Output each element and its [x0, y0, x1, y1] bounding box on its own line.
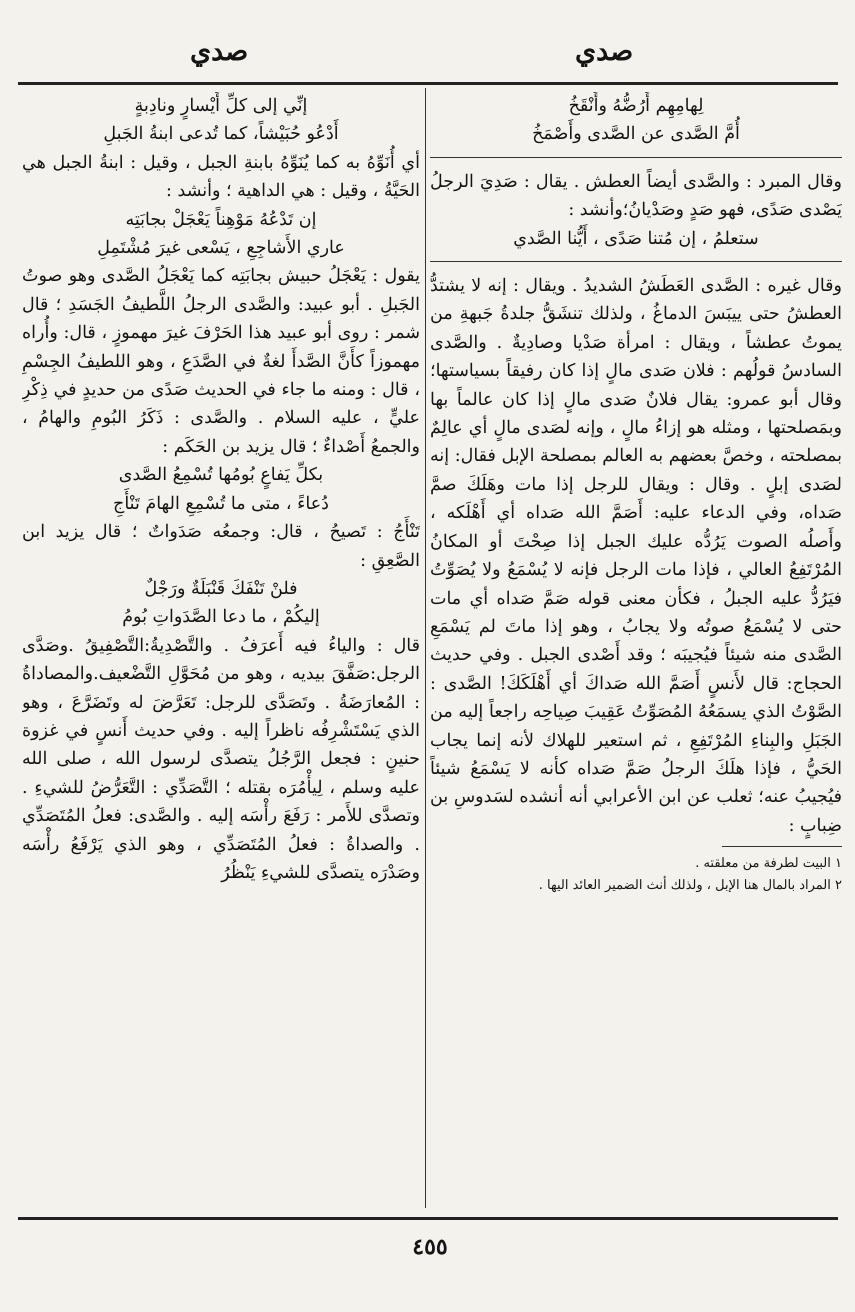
body-paragraph: وقال غيره : الصَّدى العَطَشُ الشديدُ . ويقال : إنه لا يشتدُّ العطشُ حتى ييبَسَ الدماغُ ، ولذلك تنشَقُّ جلدةُ جَبهةِ من يموتُ عطشاً ، ويقال : امرأة صَدْيا وصادِيةٌ . والصَّدى السادسُ قولُهم : فلان صَدى مالٍ إذا كان رفيقاً بسياستها؛ وقال أبو عمرو: يقال فلانٌ صَدى مالٍ إذا كان عالماً بها وبمَصلحتها ، ومثله هو إزاءُ مالٍ ، وإنه لصَدى مالٍ أي عالِمٌ بمصلحته ، وخصَّ بعضهم به العالم بمصلحة الإبل فقال: إنه لصَدى إبلٍ . وقال : ويقال للرجل إذا مات وهَلَكَ صمَّ صَداه، وفي الدعاء عليه: أَصَمَّ الله صَداه أي أَهْلَكه ، وأَصلُه الصوت يَرُدُّه عليك الجبل إذا صِحْتَ أو المكانُ المُرْتَفِعُ العالي ، فإذا مات الرجل فإنه لا يُسْمَعُ ولا يُصَوِّتُ فيَرُدُّ عليه الجبلُ ، فكأن معنى قوله صَمَّ صَداه أي مات حتى لا يُسْمَعُ صوتُه ولا يجابُ ، وهو إذا ماتَ لم يَسْمَعِ الصَّدى منه شيئاً فيُجيبَه ؛ وقد أَصْدى الجبل . وفي حديث الحجاج: قال لأَنسٍ أَصَمَّ الله صَداكَ أي أَهْلَكَكَ! الصَّدى : الصَّوْتُ الذي يسمَعُهُ المُصَوِّتُ عَقِيبَ صِياحِه راجعاً إليه من الجَبَلِ والبِناءِ المُرْتَفِعِ ، ثم استعير للهلاك لأنه إنما يجاب الحَيُّ ، فإذا هلَكَ الرجلُ صَمَّ صَداه كأنه لا يَسْمَعُ شيئاً فيُجيبُ عنه؛ ثعلب عن ابن الأعرابي أنه أنشده لسَدوسِ بن ضِبابٍ :: [430, 276, 842, 836]
footnote: ١ البيت لطرفة من معلقته .: [695, 856, 842, 872]
verse-line: لِهامِهِم أَرُضُّهُ وأَنْقَخُ: [568, 96, 704, 116]
section-rule: [430, 157, 842, 158]
body-paragraph: يقول : يَعْجَلُ حبيش بجابَتِه كما يَعْجَلُ الصَّدى وهو صوتُ الجَبلِ . أبو عبيد: والصَّدى الرجلُ اللَّطيفُ الجَسَدِ ؛ قال شمر : روى أبو عبيد هذا الحَرْفَ غيرَ مهموزٍ ، قال: وأُراه مهموزاً كأَنَّ الصَّدأَ لغةٌ في الصَّدَعِ ، وهو اللطيفُ الجِسْمِ ، قال : ومنه ما جاء في الحديث صَدًى من حديدٍ في ذِكْرِ عليٍّ ، عليه السلام . والصَّدى : ذَكَرُ البُومِ والهامُ ، والجمعُ أَصْداءٌ ؛ قال يزيد بن الحَكَم :: [22, 266, 420, 457]
running-head-right: صدي: [575, 36, 634, 67]
verse-line: إليكُمْ ، ما دعا الصَّدَواتِ بُومُ: [122, 607, 320, 628]
verse-line: بكلِّ يَفاعٍ بُومُها تُسْمِعُ الصَّدى: [118, 465, 324, 486]
body-paragraph: قال : والياءُ فيه أَعرَفُ . والتَّصْدِيةُ:التَّصْفِيقُ .وصَدَّى الرجل:صَفَّقَ بيديه ، وهو من مُحَوَّلِ التَّضْعيف.والمصاداةُ : المُعارَضَةُ . وتَصَدَّى للرجل: تَعَرَّضَ له وتَضَرَّعَ ، وهو الذي يَسْتَشْرِفُه ناظراً إليه . وفي حديث أَنسٍ في غزوة حنينٍ : فجعل الرَّجُلُ يتصدَّى لرسول الله ، صلى الله عليه وسلم ، لِيأْمُرَه بقتله ؛ التَّصَدِّي : التَّعَرُّضُ للشيءِ . وتصدَّى للأَمر : رَفَعَ رأْسَه إليه . والصَّدى: فعلُ المُتَصَدِّي . والصداةُ : فعلُ المُتَصَدِّي ، وهو الذي يَرْفَعُ رأْسَه وصَدْرَه يتصدَّى للشيءِ يَنْظُرُ: [22, 635, 420, 883]
header-rule: [18, 82, 838, 85]
right-column: [430, 92, 842, 1202]
verse-line: ستعلمُ ، إن مُتنا صَدًى ، أَيُّنا الصَّدي: [513, 228, 759, 249]
footer-rule: [18, 1217, 838, 1220]
left-column: [22, 92, 420, 1202]
verse-line: أُمَّ الصَّدى عن الصَّدى وأَصْمَخُ: [532, 124, 740, 145]
column-divider: [425, 88, 426, 1208]
verse-line: إن تَدْعُهُ مَوْهِناً يَعْجَلْ بجابَتِه: [125, 209, 317, 230]
verse-line: دُعاءً ، متى ما تُسْمِعِ الهامَ تَنْأَجِ: [113, 493, 329, 514]
body-paragraph: أي أُنَوِّهُ به كما يُنَوِّهُ بابنةِ الجبل ، وقيل : ابنةُ الجبل هي الحَيَّةُ ، وقيل : هي الداهية ؛ وأنشد :: [22, 152, 420, 202]
verse-line: فلنْ تَنْفَكَ قَنْبَلَةٌ ورَجْلٌ: [144, 578, 298, 599]
page-number: ٤٥٥: [412, 1234, 448, 1260]
verse-line: عاري الأَشاجِعِ ، يَسْعى غيرَ مُشْتَمِلِ: [97, 238, 345, 259]
verse-line: إنِّي إلى كلِّ أَيْسارٍ ونادِبةٍ: [134, 96, 308, 116]
running-head-left: صدي: [190, 36, 249, 67]
body-paragraph: وقال المبرد : والصَّدى أيضاً العطش . يقال : صَدِيَ الرجلُ يَصْدى صَدًى، فهو صَدٍ وصَدْيانُ؛وأنشد :: [430, 171, 842, 221]
section-rule: [430, 261, 842, 262]
footnote: ٢ المراد بالمال هنا الإبل ، ولذلك أنث الضمير العائد اليها .: [538, 878, 842, 894]
body-paragraph: تَنْأَجُ : تَصيحُ ، قال: وجمعُه صَدَواتٌ ؛ قال يزيد ابن الصَّعِقِ :: [22, 522, 420, 571]
verse-line: أَدْعُو حُبَيْشاً، كما تُدعى ابنةُ الجَبلِ: [103, 124, 339, 145]
footnote-rule: [722, 846, 842, 847]
